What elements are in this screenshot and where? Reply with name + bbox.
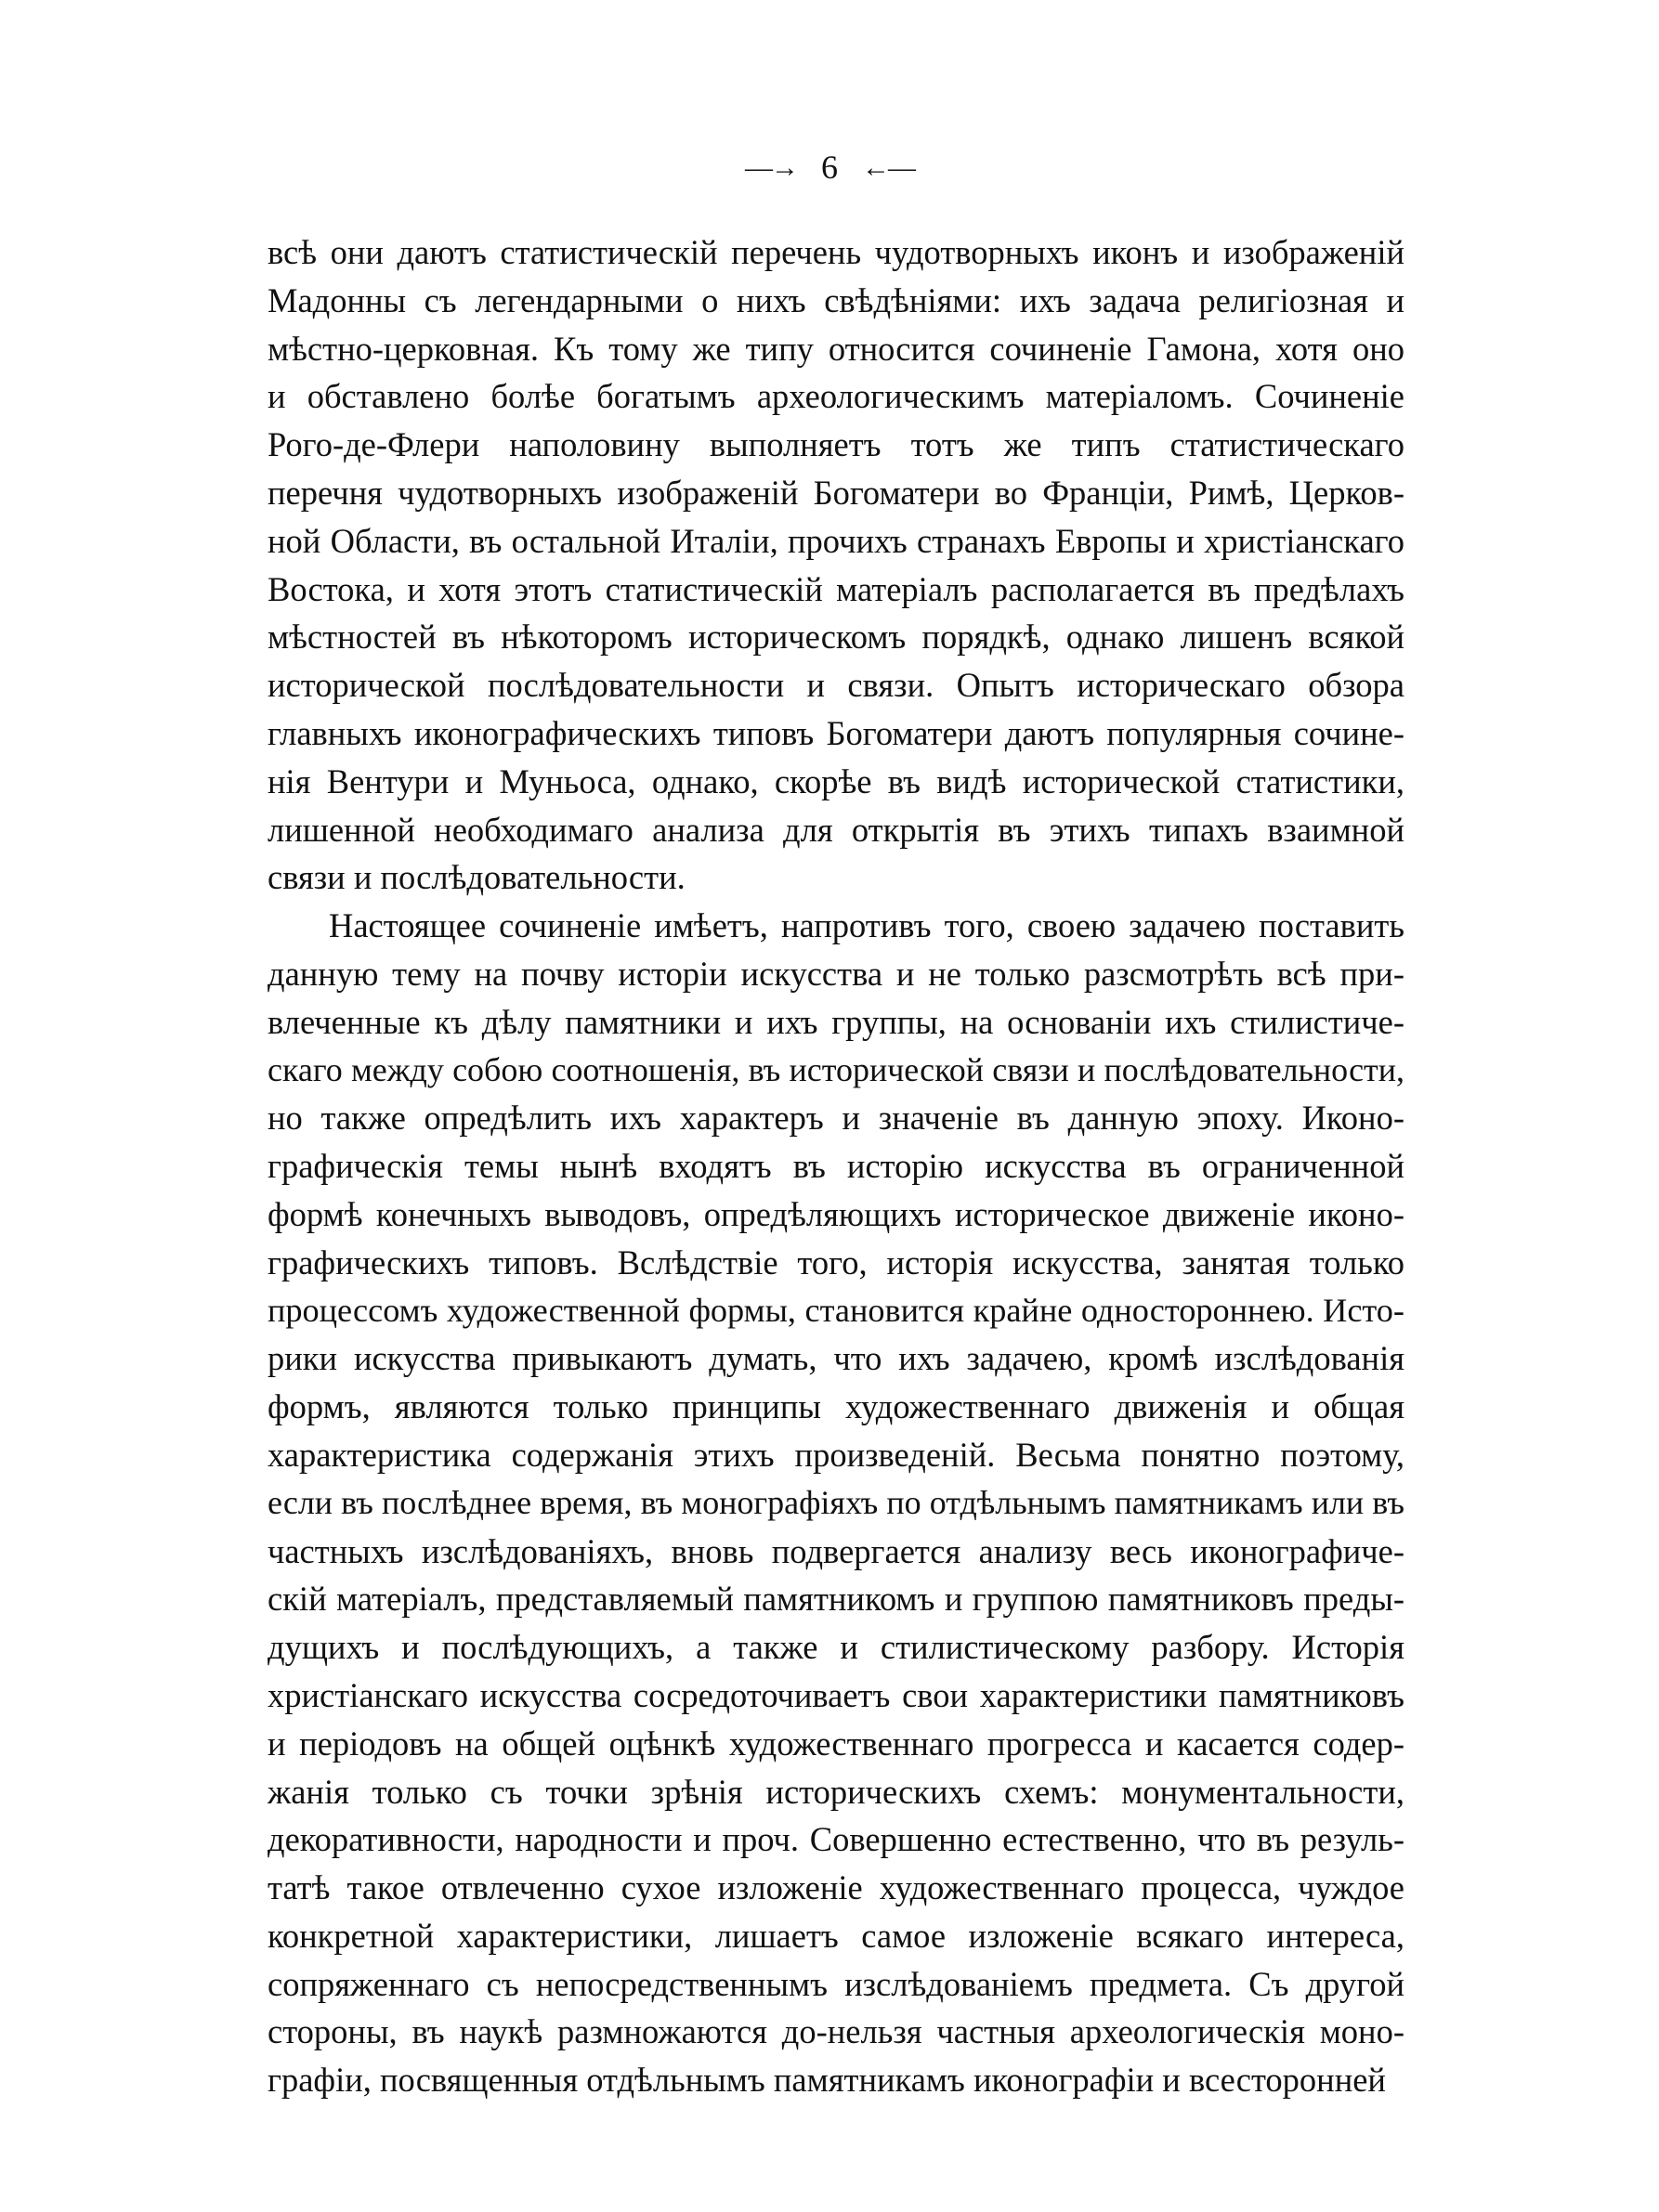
ornament-right-icon: ←— (862, 152, 914, 183)
text-line: графіи, посвященныя отдѣльнымъ памятникамъ иконографіи и всесторонней (268, 2061, 1386, 2100)
text-line: но также опредѣлить ихъ характеръ и значеніе въ данную эпоху. Иконо- (268, 1099, 1404, 1138)
page-header (0, 147, 1659, 189)
text-line: формѣ конечныхъ выводовъ, опредѣляющихъ историческое движеніе иконо- (268, 1194, 1404, 1233)
text-line: Рого-де-Флери наполовину выполняетъ тотъ же типъ статистическаго (268, 425, 1404, 464)
text-line: исторической послѣдовательности и связи. Опытъ историческаго обзора (268, 666, 1404, 705)
text-line: формъ, являются только принципы художественнаго движенія и общая (268, 1387, 1404, 1426)
text-line: рики искусства привыкаютъ думать, что ихъ задачею, кромѣ изслѣдованія (268, 1339, 1404, 1378)
text-line: частныхъ изслѣдованіяхъ, вновь подвергается анализу весь иконографиче- (268, 1531, 1404, 1570)
text-line: данную тему на почву исторіи искусства и не только разсмотрѣть всѣ при- (268, 954, 1404, 993)
text-line: татѣ такое отвлеченно сухое изложеніе художественнаго процесса, чуждое (268, 1868, 1404, 1907)
text-line: христіанскаго искусства сосредоточиваетъ свои характеристики памятниковъ (268, 1675, 1404, 1714)
page-number: 6 (821, 149, 838, 186)
text-line: процессомъ художественной формы, становится крайне одностороннею. Исто- (268, 1291, 1404, 1329)
text-line: и обставлено болѣе богатымъ археологическимъ матеріаломъ. Сочиненіе (268, 377, 1404, 416)
text-line: графическихъ типовъ. Вслѣдствіе того, исторія искусства, занятая только (268, 1243, 1404, 1282)
text-line: Настоящее сочиненіе имѣетъ, напротивъ того, своею задачею поставить (329, 906, 1404, 945)
text-line: перечня чудотворныхъ изображеній Богоматери во Франціи, Римѣ, Церков- (268, 473, 1404, 512)
text-line: Востока, и хотя этотъ статистическій матеріалъ располагается въ предѣлахъ (268, 569, 1404, 608)
text-line: всѣ они даютъ статистическій перечень чудотворныхъ иконъ и изображеній (268, 233, 1404, 271)
text-line: влеченные къ дѣлу памятники и ихъ группы, на основаніи ихъ стилистиче- (268, 1002, 1404, 1041)
text-line: мѣстностей въ нѣкоторомъ историческомъ порядкѣ, однако лишенъ всякой (268, 618, 1404, 657)
text-line: связи и послѣдовательности. (268, 858, 686, 897)
paragraph (268, 228, 1404, 902)
text-line: Мадонны съ легендарными о нихъ свѣдѣніями: ихъ задача религіозная и (268, 280, 1404, 319)
text-line: если въ послѣднее время, въ монографіяхъ по отдѣльнымъ памятникамъ или въ (268, 1483, 1404, 1521)
paragraph (268, 902, 1404, 2104)
text-line: конкретной характеристики, лишаетъ самое изложеніе всякаго интереса, (268, 1916, 1404, 1955)
text-line: нія Вентури и Муньоса, однако, скорѣе въ видѣ исторической статистики, (268, 761, 1404, 800)
text-line: лишенной необходимаго анализа для открытія въ этихъ типахъ взаимной (268, 810, 1404, 849)
text-line: характеристика содержанія этихъ произведеній. Весьма понятно поэтому, (268, 1435, 1404, 1474)
text-line: главныхъ иконографическихъ типовъ Богоматери даютъ популярныя сочине- (268, 713, 1404, 752)
text-line: и періодовъ на общей оцѣнкѣ художественнаго прогресса и касается содер- (268, 1724, 1404, 1763)
text-line: мѣстно-церковная. Къ тому же типу относится сочиненіе Гамона, хотя оно (268, 329, 1404, 368)
text-line: ной Области, въ остальной Италіи, прочихъ странахъ Европы и христіанскаго (268, 521, 1404, 560)
text-line: сопряженнаго съ непосредственнымъ изслѣдованіемъ предмета. Съ другой (268, 1964, 1404, 2003)
body-text (268, 228, 1404, 2104)
text-line: стороны, въ наукѣ размножаются до-нельзя частныя археологическія моно- (268, 2012, 1404, 2051)
text-line: графическія темы нынѣ входятъ въ исторію искусства въ ограниченной (268, 1147, 1404, 1186)
text-line: скій матеріалъ, представляемый памятникомъ и группою памятниковъ преды- (268, 1580, 1404, 1619)
text-line: скаго между собою соотношенія, въ исторической связи и послѣдовательности, (268, 1050, 1404, 1088)
text-line: жанія только съ точки зрѣнія историческихъ схемъ: монументальности, (268, 1772, 1404, 1811)
text-line: декоративности, народности и проч. Совершенно естественно, что въ резуль- (268, 1820, 1404, 1859)
text-line: дущихъ и послѣдующихъ, а также и стилистическому разбору. Исторія (268, 1628, 1404, 1667)
ornament-left-icon: —→ (745, 152, 797, 183)
